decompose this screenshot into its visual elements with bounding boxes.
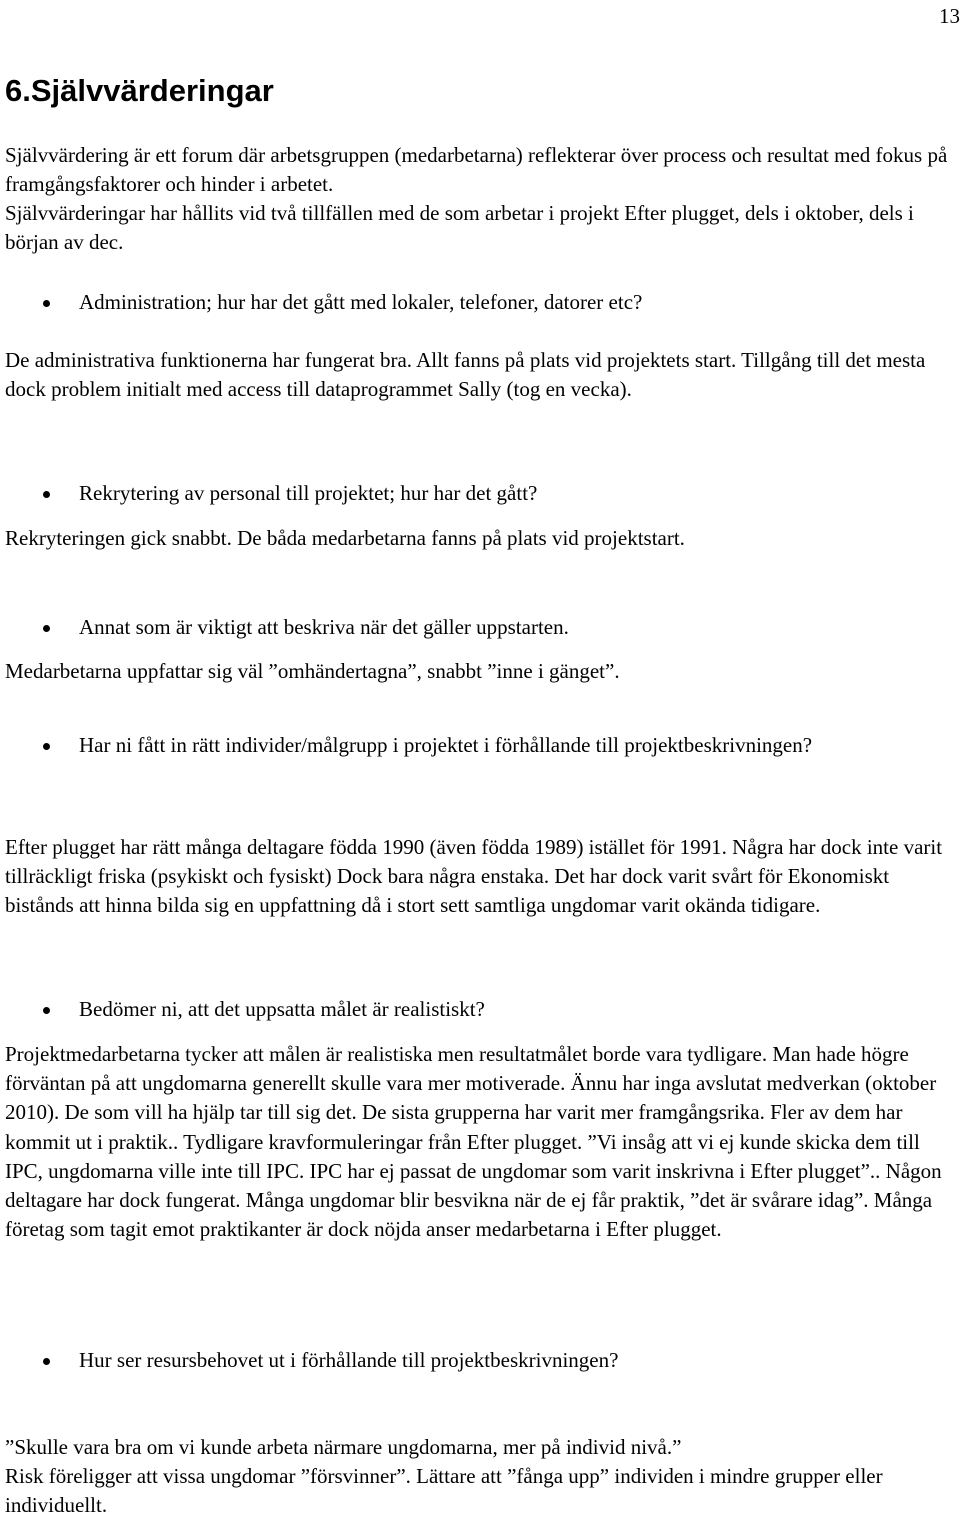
answer-paragraph: De administrativa funktionerna har fungerat bra. Allt fanns på plats vid projektets start. Tillgång till det mesta dock problem initialt med access till dataprogrammet Sally (tog en vecka). [5, 348, 926, 402]
intro-paragraph: Självvärdering är ett forum där arbetsgruppen (medarbetarna) reflekterar över process och resultat med fokus på framgångsfaktorer och hinder i arbetet. [5, 143, 948, 197]
section-heading: 6.Självvärderingar [5, 73, 274, 108]
bullet-icon [43, 300, 50, 307]
question-text: Har ni fått in rätt individer/målgrupp i projektet i förhållande till projektbeskrivningen? [79, 733, 813, 757]
bullet-question [0, 479, 955, 508]
answer-paragraph: Projektmedarbetarna tycker att målen är realistiska men resultatmålet borde vara tydligare. Man hade högre förväntan på att ungdomarna generellt skulle vara mer motiverade. Ännu har inga avslutat medverkan (oktober 2010). De som vill ha hjälp tar till sig det. De sista grupperna har varit mer framgångsrika. Fler av dem har kommit ut i praktik.. Tydligare kravformuleringar från Efter plugget. ”Vi insåg att vi ej kunde skicka dem till IPC, ungdomarna ville inte till IPC. IPC har ej passat de ungdomar som varit inskrivna i Efter plugget”.. Någon deltagare har dock fungerat. Många ungdomar blir besvikna när de ej får praktik, ”det är svårare idag”. Många företag som tagit emot praktikanter är dock nöjda anser medarbetarna i Efter plugget. [5, 1042, 942, 1242]
bullet-icon [43, 1358, 50, 1365]
bullet-question [0, 1346, 955, 1375]
intro-paragraph: Självvärderingar har hållits vid två tillfällen med de som arbetar i projekt Efter plugget, dels i oktober, dels i början av dec. [5, 201, 914, 255]
bullet-icon [43, 743, 50, 750]
bullet-icon [43, 491, 50, 498]
answer-quote: ”Skulle vara bra om vi kunde arbeta närmare ungdomarna, mer på individ nivå.” [5, 1435, 682, 1459]
bullet-icon [43, 625, 50, 632]
question-text: Hur ser resursbehovet ut i förhållande till projektbeskrivningen? [79, 1348, 619, 1372]
answer-paragraph: Medarbetarna uppfattar sig väl ”omhändertagna”, snabbt ”inne i gänget”. [5, 659, 620, 683]
answer-paragraph: Risk föreligger att vissa ungdomar ”försvinner”. Lättare att ”fånga upp” individen i mindre grupper eller individuellt. [5, 1464, 883, 1518]
bullet-question [0, 613, 955, 642]
bullet-question [0, 288, 955, 317]
bullet-question [0, 995, 955, 1024]
bullet-question [0, 731, 955, 760]
bullet-icon [43, 1007, 50, 1014]
answer-paragraph: Efter plugget har rätt många deltagare födda 1990 (även födda 1989) istället för 1991. Några har dock inte varit tillräckligt friska (psykiskt och fysiskt) Dock bara några enstaka. Det har dock varit svårt för Ekonomiskt bistånds att hinna bilda sig en uppfattning då i stort sett samtliga ungdomar varit okända tidigare. [5, 835, 943, 918]
question-text: Bedömer ni, att det uppsatta målet är realistiskt? [79, 997, 485, 1021]
question-text: Annat som är viktigt att beskriva när det gäller uppstarten. [79, 615, 569, 639]
question-text: Administration; hur har det gått med lokaler, telefoner, datorer etc? [79, 290, 643, 314]
question-text: Rekrytering av personal till projektet; hur har det gått? [79, 481, 538, 505]
answer-paragraph: Rekryteringen gick snabbt. De båda medarbetarna fanns på plats vid projektstart. [5, 526, 685, 550]
page-number: 13 [939, 4, 960, 28]
